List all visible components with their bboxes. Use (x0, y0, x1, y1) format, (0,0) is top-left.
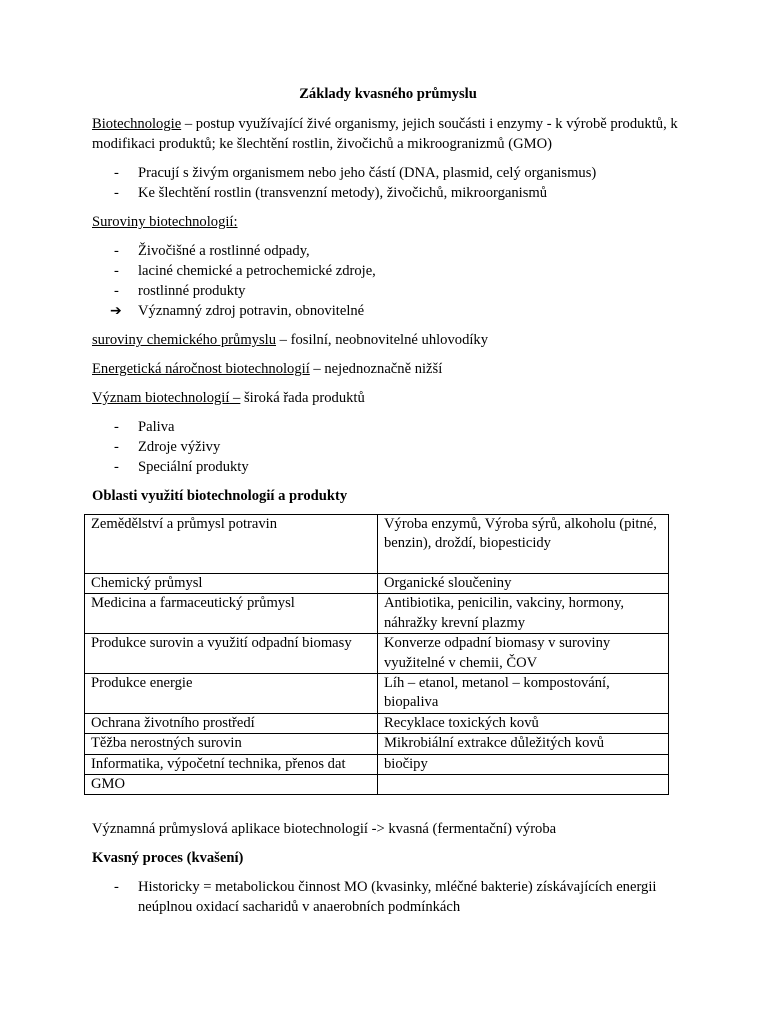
list-item-text: Významný zdroj potravin, obnovitelné (138, 303, 365, 319)
table-cell-products (378, 775, 669, 795)
table-cell-area: Produkce surovin a využití odpadní biomasy (85, 634, 378, 674)
arrow-right-icon: ➔ (110, 303, 122, 319)
suroviny-heading-text: Suroviny biotechnologií: (92, 214, 238, 230)
vyznam-term: Význam biotechnologií (92, 390, 230, 406)
spacer (92, 795, 678, 819)
chem-term: suroviny chemického průmyslu (92, 332, 277, 348)
list-item-text: Historicky = metabolickou činnost MO (kvasinky, mléčné bakterie) získávajících energii neúplnou oxidací sacharidů v anaerobních podmínkách (138, 879, 657, 916)
biotech-definition (92, 114, 678, 154)
biotech-definition-text: – postup využívající živé organismy, jejich součásti i enzymy - k výrobě produktů, k modifikaci produktů; ke šlechtění rostlin, živočichů a mikroogranizmů (GMO) (92, 116, 678, 152)
dash-marker: - (114, 459, 119, 475)
chem-line (92, 330, 678, 350)
list-item-text: laciné chemické a petrochemické zdroje, (138, 263, 376, 279)
table-cell-products: Organické sloučeniny (378, 574, 669, 594)
list-item (92, 241, 678, 261)
dash-marker: - (114, 165, 119, 181)
table-cell-products: biočipy (378, 754, 669, 774)
list-item (92, 281, 678, 301)
energy-text: – nejednoznačně nižší (309, 361, 443, 377)
document-title: Základy kvasného průmyslu (299, 86, 477, 102)
table-cell-area: Chemický průmysl (85, 574, 378, 594)
chem-text: – fosilní, neobnovitelné uhlovodíky (276, 332, 489, 348)
table-cell-area: Medicina a farmaceutický průmysl (85, 594, 378, 634)
suroviny-list (92, 241, 678, 321)
list-item-text: Živočišné a rostlinné odpady, (138, 243, 310, 259)
vyznam-text: široká řada produktů (240, 390, 365, 406)
vyznam-dash: – (229, 390, 241, 406)
dash-marker: - (114, 263, 119, 279)
table-cell-area: Zemědělství a průmysl potravin (85, 515, 378, 574)
dash-marker: - (114, 419, 119, 435)
list-item-text: Pracují s živým organismem nebo jeho částí (DNA, plasmid, celý organismus) (138, 165, 597, 181)
table-cell-products: Výroba enzymů, Výroba sýrů, alkoholu (pitné, benzin), droždí, biopesticidy (378, 515, 669, 574)
biotech-term: Biotechnologie (92, 116, 182, 132)
kvasny-heading: Kvasný proces (kvašení) (92, 850, 244, 867)
table-row (85, 713, 669, 733)
dash-marker: - (114, 439, 119, 455)
suroviny-heading (92, 212, 678, 232)
table-row (85, 674, 669, 714)
table-cell-area: Ochrana životního prostředí (85, 713, 378, 733)
list-item-text: Zdroje výživy (138, 439, 221, 455)
table-cell-area: Těžba nerostných surovin (85, 734, 378, 754)
table-row (85, 754, 669, 774)
document-page (92, 84, 678, 926)
list-item (92, 183, 678, 203)
table-cell-products: Konverze odpadní biomasy v suroviny využitelné v chemii, ČOV (378, 634, 669, 674)
vyznam-list (92, 417, 678, 477)
biotech-list (92, 163, 678, 203)
table-row (85, 734, 669, 754)
dash-marker: - (114, 243, 119, 259)
dash-marker: - (114, 283, 119, 299)
list-item-text: Ke šlechtění rostlin (transvenzní metody), živočichů, mikroorganismů (138, 185, 548, 201)
vyznam-line (92, 388, 678, 408)
list-item (92, 261, 678, 281)
list-item-text: Paliva (138, 419, 175, 435)
list-item (92, 457, 678, 477)
table-cell-products: Líh – etanol, metanol – kompostování, biopaliva (378, 674, 669, 714)
list-item-text: rostlinné produkty (138, 283, 246, 299)
table-row (85, 574, 669, 594)
list-item (92, 417, 678, 437)
energy-term: Energetická náročnost biotechnologií (92, 361, 310, 377)
table-cell-products: Mikrobiální extrakce důležitých kovů (378, 734, 669, 754)
list-item (92, 163, 678, 183)
oblasti-heading: Oblasti využití biotechnologií a produkty (92, 488, 348, 504)
list-item (92, 877, 678, 917)
energy-line (92, 359, 678, 379)
oblasti-table (84, 514, 669, 795)
dash-marker: - (114, 879, 119, 896)
table-cell-products: Recyklace toxických kovů (378, 713, 669, 733)
application-line: Významná průmyslová aplikace biotechnologií -> kvasná (fermentační) výroba (92, 821, 557, 838)
kvasny-list (92, 877, 678, 917)
dash-marker: - (114, 185, 119, 201)
list-item (92, 301, 678, 321)
table-cell-area: Informatika, výpočetní technika, přenos dat (85, 754, 378, 774)
table-row (85, 634, 669, 674)
table-cell-area: Produkce energie (85, 674, 378, 714)
table-row (85, 775, 669, 795)
list-item (92, 437, 678, 457)
list-item-text: Speciální produkty (138, 459, 249, 475)
table-cell-area: GMO (85, 775, 378, 795)
table-row (85, 515, 669, 574)
table-row (85, 594, 669, 634)
table-cell-products: Antibiotika, penicilin, vakciny, hormony, náhražky krevní plazmy (378, 594, 669, 634)
